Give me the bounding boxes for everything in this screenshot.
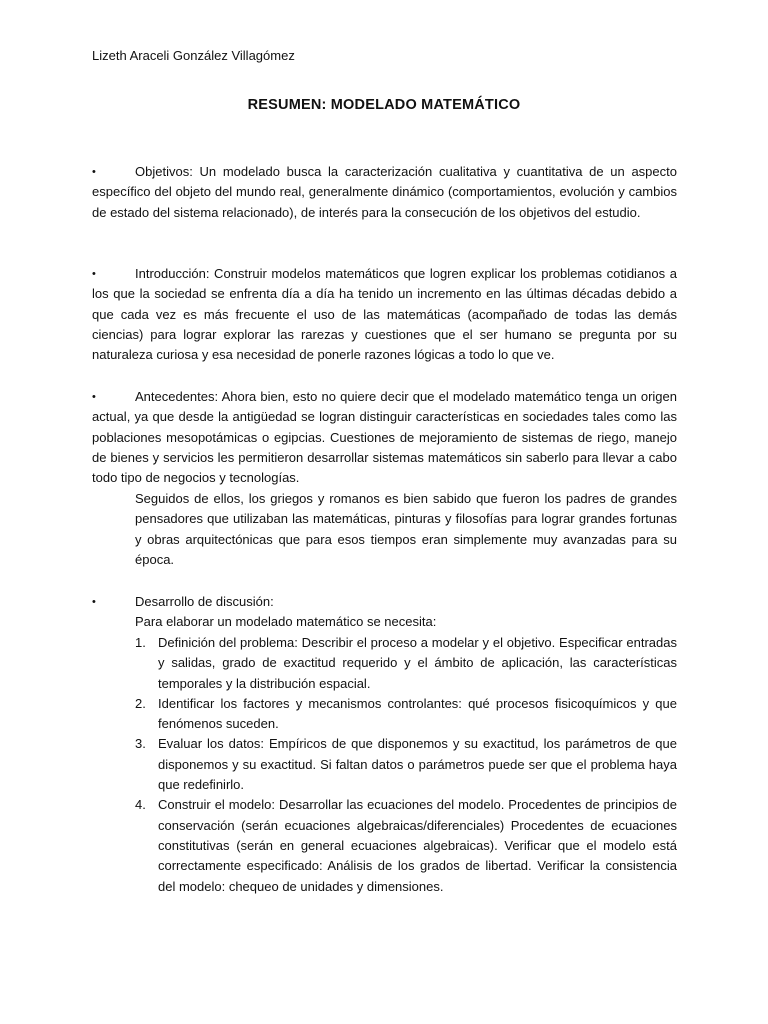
list-item <box>135 633 677 694</box>
list-item <box>135 795 677 896</box>
step-text: Evaluar los datos: Empíricos de que disponemos y su exactitud, los parámetros de que disponemos y su exactitud. Si faltan datos o parámetros puede ser que el problema haya que redefinirlo. <box>158 736 677 793</box>
bullet-icon: • <box>92 596 96 608</box>
desarrollo-intro: Para elaborar un modelado matemático se necesita: <box>135 614 437 629</box>
bullet-icon: • <box>92 391 96 403</box>
list-item <box>135 734 677 795</box>
section-antecedentes <box>92 387 677 488</box>
step-text: Identificar los factores y mecanismos controlantes: qué procesos fisicoquímicos y que fenómenos suceden. <box>158 695 677 732</box>
step-text: Construir el modelo: Desarrollar las ecuaciones del modelo. Procedentes de principios de conservación (serán ecuaciones algebraicas/diferenciales) Procedentes de ecuaciones constitutivas (serán en general ecuaciones algebraicas). Verificar que el modelo está correctamente especificado: Análisis de los grados de libertad. Verificar la consistencia del modelo: chequeo de unidades y dimensiones. <box>158 797 677 894</box>
step-text: Definición del problema: Describir el proceso a modelar y el objetivo. Especificar entradas y salidas, grado de exactitud requerido y el ámbito de aplicación, las características temporales y la distribución espacial. <box>158 635 677 691</box>
bullet-icon: • <box>92 268 96 280</box>
document-title: RESUMEN: MODELADO MATEMÁTICO <box>247 97 521 113</box>
list-item <box>135 694 677 735</box>
author-name: Lizeth Araceli González Villagómez <box>92 48 295 63</box>
desarrollo-heading: Desarrollo de discusión: <box>135 594 274 609</box>
section-introduccion <box>92 264 677 365</box>
step-number: 3. <box>135 736 146 752</box>
antecedentes-continuation: Seguidos de ellos, los griegos y romanos es bien sabido que fueron los padres de grandes pensadores que utilizaban las matemáticas, pinturas y filosofías para lograr grandes fortunas y obras arquitectónicas que para esos tiempos eran simplemente muy avanzadas para su época. <box>135 491 677 567</box>
step-number: 1. <box>135 635 146 650</box>
step-number: 4. <box>135 797 146 813</box>
bullet-icon: • <box>92 166 96 178</box>
objetivos-text: Objetivos: Un modelado busca la caracterización cualitativa y cuantitativa de un aspecto específico del objeto del mundo real, generalmente dinámico (comportamientos, evolución y cambios de estado del sistema relacionado), de interés para la consecución de los objetivos del estudio. <box>92 164 677 220</box>
introduccion-text: Introducción: Construir modelos matemáticos que logren explicar los problemas cotidianos a los que la sociedad se enfrenta día a día ha tenido un incremento en las últimas décadas debido a que cada vez es más frecuente el uso de las matemáticas (acompañado de todas las demás ciencias) para lograr explorar las rarezas y cuestiones que el ser humano se pregunta por su naturaleza curiosa y esa necesidad de ponerle razones lógicas a todo lo que ve. <box>92 266 677 363</box>
steps-list <box>135 633 677 897</box>
step-number: 2. <box>135 695 146 711</box>
section-objetivos <box>92 162 677 223</box>
antecedentes-text: Antecedentes: Ahora bien, esto no quiere decir que el modelado matemático tenga un origen actual, ya que desde la antigüedad se logran distinguir características en sociedades tales como las poblaciones mesopotámicas o egipcias. Cuestiones de mejoramiento de sistemas de riego, manejo de bienes y servicios les permitieron desarrollar sistemas matemáticos sin saberlo para llevar a cabo todo tipo de negocios y tecnologías. <box>92 389 677 486</box>
